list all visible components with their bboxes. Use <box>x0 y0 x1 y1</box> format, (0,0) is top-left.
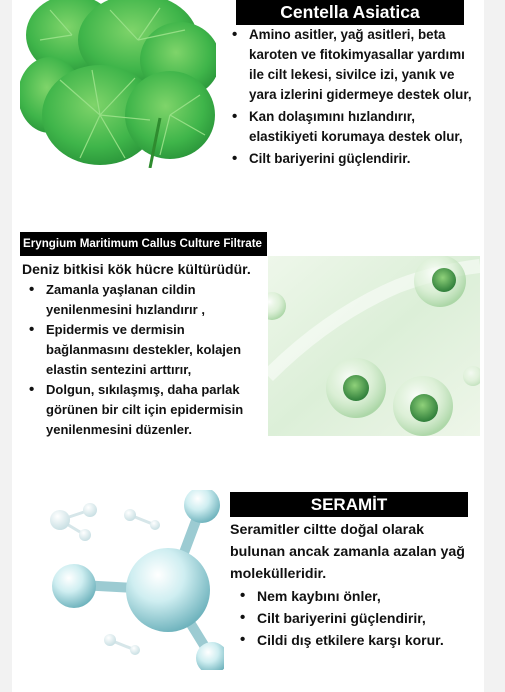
seramit-bullet: • Cilt bariyerini güçlendirir, <box>257 607 482 629</box>
eryngium-bullet: • Zamanla yaşlanan cildin yenilenmesini hızlandırır , <box>46 280 266 320</box>
eryngium-bullet: • Dolgun, sıkılaşmış, daha parlak görünen bir cilt için epidermisin yenilenmesini düzenler. <box>46 380 266 440</box>
centella-leaves-image <box>20 0 216 168</box>
centella-bullet: • Cilt bariyerini güçlendirir. <box>249 149 474 169</box>
centella-bullet: • Amino asitler, yağ asitleri, beta karoten ve fitokimyasallar yardımı ile cilt lekesi, sivilce izi, yanık ve yara izlerini gidermeye destek olur, <box>249 25 474 105</box>
molecule-image <box>40 490 224 670</box>
green-cells-image <box>268 256 480 436</box>
eryngium-intro: Deniz bitkisi kök hücre kültürüdür. <box>22 261 251 277</box>
eryngium-bullet-list <box>46 280 266 440</box>
eryngium-title: Eryngium Maritimum Callus Culture Filtrate <box>20 232 267 256</box>
seramit-intro: Seramitler ciltte doğal olarak bulunan ancak zamanla azalan yağ molekülleridir. <box>230 522 465 582</box>
seramit-title: SERAMİT <box>230 492 468 517</box>
centella-bullet: • Kan dolaşımını hızlandırır, elastikiyeti korumaya destek olur, <box>249 107 474 147</box>
seramit-bullet-list <box>257 585 482 651</box>
seramit-bullet: • Nem kaybını önler, <box>257 585 482 607</box>
centella-title: Centella Asiatica <box>236 0 464 25</box>
centella-bullet-list <box>249 25 474 169</box>
eryngium-bullet: • Epidermis ve dermisin bağlanmasını destekler, kolajen elastin sentezini arttırır, <box>46 320 266 380</box>
seramit-bullet: • Cildi dış etkilere karşı korur. <box>257 629 482 651</box>
product-info-page <box>12 0 484 692</box>
